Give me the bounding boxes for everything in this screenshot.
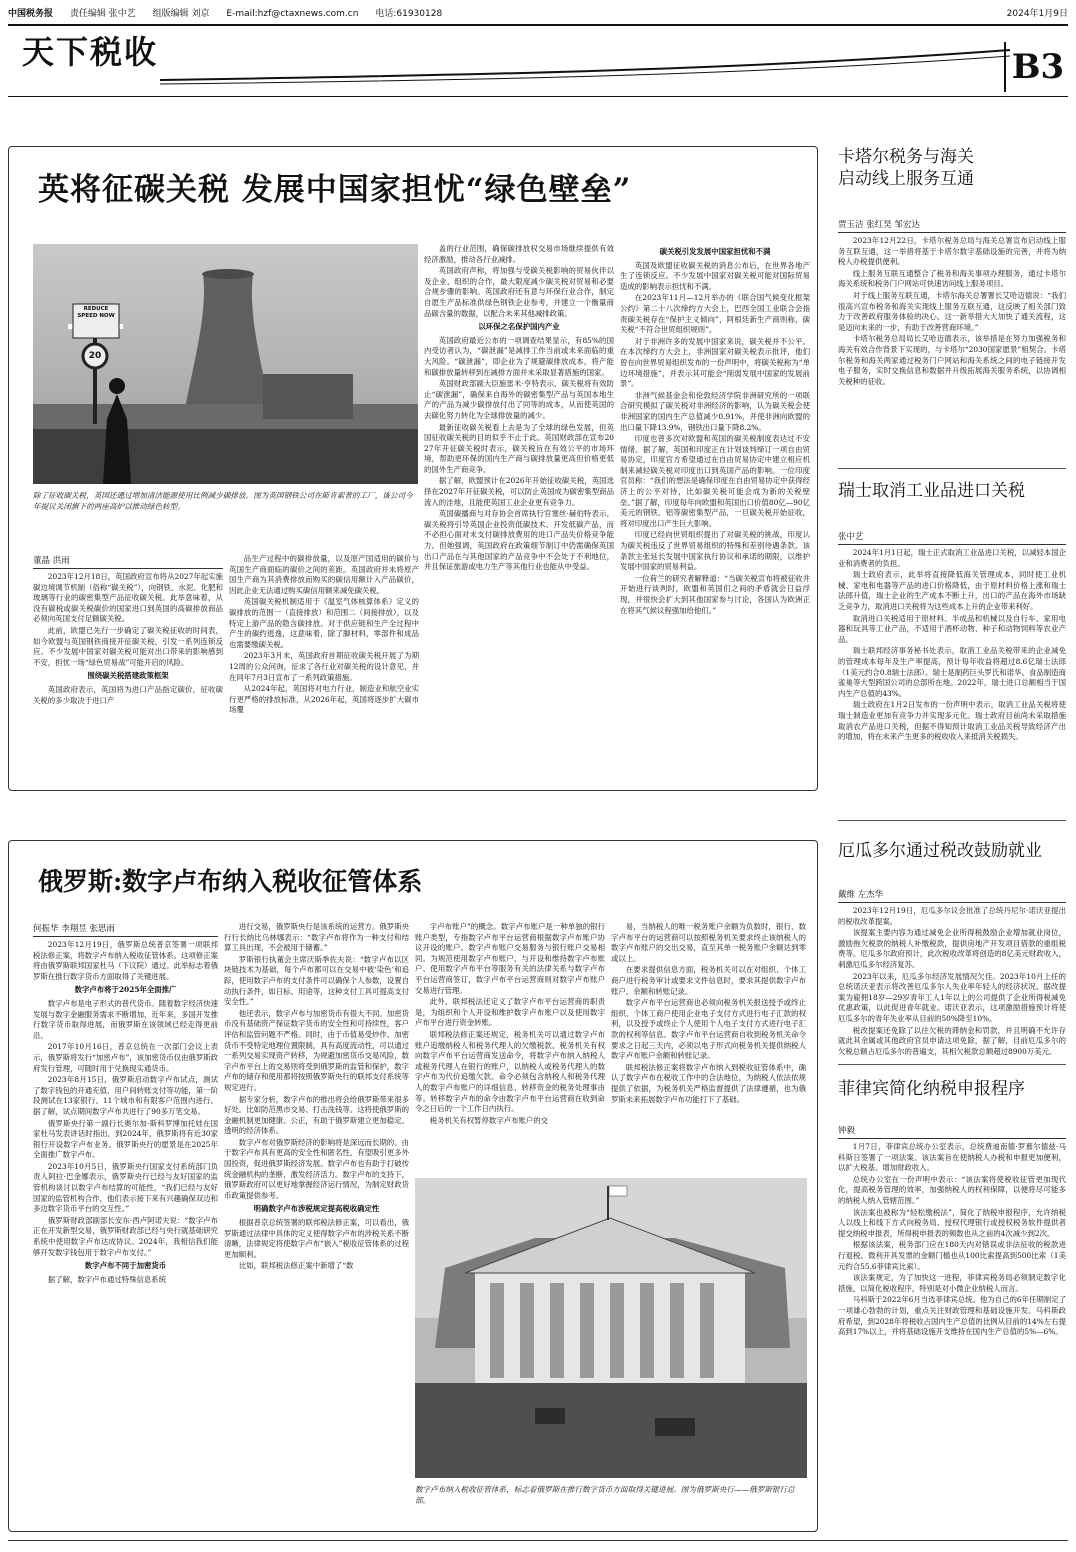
subheading: 数字卢布将于2025年全面推广 [74, 985, 177, 995]
philippines-headline: 菲律宾简化纳税申报程序 [838, 1079, 1025, 1099]
paragraph: 税务机关有权暂停数字卢布账户的交 [429, 1115, 549, 1125]
paragraph: 非洲气候基金会和伦敦经济学院非洲研究所的一项联合研究模拟了碳关税对非洲经济的影响，认为碳关税会使非洲国家的国内生产总值减少0.91%，并使非洲向欧盟的出口量下降13.9%，钢铁出口量下降8.2%。 [620, 390, 810, 432]
article-russia-headline: 俄罗斯:数字卢布纳入税收征管体系 [38, 867, 423, 896]
road-sign-text: REDUCE SPEED NOW [77, 306, 115, 319]
masthead-bar [8, 6, 1068, 22]
paragraph: 罗斯银行执董会主席沃斯季佐夫说：“数字卢布以区块链技术为基础，每个卢布都可以在交易中被‘染色’和追踪，使用数字卢布的支付条件可以确保个人参数，设置自动执行条件，如日标、用途等，这种支付工具可提高支付安全性。” [224, 954, 409, 1007]
paragraph: 卡塔尔税务总局局长艾哈迈德表示，该举措是在努力加强税务和海关有效合作背景下实现的，与卡塔尔“2030国家愿景”相契合。卡塔尔税务和海关两家通过税务门户网站和海关系统之间的电子链接开发电子服务，实时交换信息和数据并升级拓展海关服务系统，以协调相关税种的征收。 [838, 334, 1066, 386]
right-rail-divider [838, 1064, 1066, 1065]
swiss-headline: 瑞士取消工业品进口关税 [838, 481, 1025, 501]
paragraph: 对于线上服务互联互通，卡塔尔海关总署署长艾哈迈德说：“我们很高兴宣布税务和海关实现线上服务互联互通，这反映了相关部门致力于改善政府服务体验的决心。这一新举措大大加快了通关流程，这是迈向未来的一步，有助于改善营商环境。” [838, 290, 1066, 332]
paragraph: 此外，联邦税法还定义了数字卢布平台运营商的职责是，为组织和个人开设和维护数字卢布账户以及使用数字卢布平台进行资金转账。 [415, 997, 605, 1028]
paragraph: 英国碳关税机制适用于《温室气体核算体系》定义的碳排放的范围一（直接排放）和范围二（间接排放），以及特定上游产品的隐含碳排放。对于供应链和生产全过程中产生的碳约逃逸，这意味着，除了脚材料，零部件和成品也需要缴碳关税。 [229, 597, 419, 649]
paragraph: 2017年10月16日，普京总统在一次部门会议上表示，俄罗斯将发行“加密卢布”，该加密货币仅由俄罗斯政府发行管理，可随时用于兑换现实通货币。 [33, 1042, 218, 1073]
paragraph: 2023年10月5日，俄罗斯央行国家支付系统部门负责人阿拉·巴金娜表示，俄罗斯央行已经与友好国家的监管机构谈讨以数字卢布结算的可能性，“我们已经与友好国家的监管机构合作，他们表示接下来有兴趣确保双边和多边数字货币平台的交互性。” [33, 1161, 218, 1214]
qatar-byline: 贾玉洁 张红昊 邹宏达 [838, 218, 1066, 233]
section-title: 天下税收 [22, 33, 159, 71]
paragraph: 取消进口关税适用于原材料、半成品和机械以及自行车、家用电器和玩具等工业产品，不适用于酒杯动物、种子和动物饲料等农业产品。 [838, 613, 1066, 644]
paper-name: 中国税务报 [8, 9, 54, 19]
paragraph: 英国政府表示，英国将为进口产品指定碳价，征收碳关税的多少取决于进口产 [33, 684, 223, 705]
paragraph: 进行交易，俄罗斯央行是该系统的运营方。俄罗斯央行行长纳比乌林娜表示：“数字卢布将作为一种支付和结算工具出现，不会被用于储蓄。” [224, 922, 409, 953]
paragraph: 瑞士政府表示，此举将直接降低海关管理成本，同时使工业机械、家电和电器等产品的进口价格降低，由于原材料价格上涨和瑞士法郎升值，瑞士企业的生产成本不断上升，出口的产品在海外市场缺乏竞争力，取消进口关税将为这些成本上升的企业带来利好。 [838, 570, 1066, 611]
subheading: 以环保之名保护国内产业 [478, 322, 560, 332]
paragraph: 2023年12月19日，俄罗斯总统普京签署一项联邦税法修正案，将数字卢布纳入税收征管体系。这项修正案将由俄罗斯联邦国家杜马（下议院）通过。此举标志着俄罗斯在推行数字货币方面取得了关键进展。 [33, 940, 218, 981]
paragraph: 该法案也被称为“轻松缴税法”，简化了纳税申报程序，允许纳税人以线上和线下方式向税务局、授权代理银行或授权税务软件提供者提交纳税申报表，所得税申报表的频数也从之前的4次减少到2次。 [838, 1207, 1066, 1238]
ecuador-headline: 厄瓜多尔通过税改鼓励就业 [838, 841, 1042, 861]
paragraph: 根据普京总统签署的联邦税法修正案，可以看出，俄罗斯通过法律中具体的定义使得数字卢布的涉税关系不断清晰，法律规定将使数字卢布“嵌入”税收征管体系的过程更加顺利。 [224, 1218, 409, 1259]
paragraph: 在要求提供信息方面，税务机关可以在对组织、个体工商户进行税务审计或要求文件信息时，要求其提供数字卢布账户、余额和转账记录。 [611, 965, 806, 996]
paragraph: 2023年8月15日，俄罗斯启动数字卢布试点，测试了数字钱包的开通充值、用户间转账支付等功能，第一阶段测试在13家银行、11个城市和有限客户范围内进行。据了解，试点期间数字卢布共进行了90多万笔交易。 [33, 1075, 218, 1116]
paragraph: 从2024年起，英国将对电力行业、制造业和航空业实行更严格的排放标准，从2026年起，英国将逐步扩大碳市场覆 [229, 684, 419, 715]
paragraph: 税改提案还免除了以往欠税的滞纳金和罚款，并且明确不允许存就此其余属或其他政府官员申请这项免除，据了解，目前厄瓜多尔的欠税总额占厄瓜多尔的普遍支，其相欠税款总额超过8900万美元。 [838, 1025, 1066, 1056]
qatar-headline-line-1: 卡塔尔税务与海关 [838, 147, 974, 167]
paragraph: 该提案主要内容为通过减免企业所得税鼓励企业增加就业岗位，激励拖欠税款的纳税人补缴税款，提供房地产开发项目借款的重组税费等。厄瓜多尔政府预计，此次税收改革将创造的8亿美元财政收入，刺激厄瓜多尔经济复苏。 [838, 928, 1066, 969]
paragraph: 此前，欧盟已先行一步确定了碳关税征收的时间表，如今欧盟与英国钢铁商接开征碳关税，引发一系列连锁反应。不少发展中国家对碳关税可能对出口带来的影响感到不安，担忧一场“绿色贸易战”可能开启的风险。 [33, 625, 223, 667]
paragraph: 字卢布账户”的概念。数字卢布账户是一种单独的银行账户类型，专指数字卢布平台运营商根据数字卢布账户协议开设的账户。数字卢布账户交易服务与银行账户交易相同。为规范使用数字卢布账户，与开设和维持数字卢布账户、使用数字卢布平台等服务有关的法律关系与数字卢布平台运营商签订，数字卢布平台运营商则对数字卢布账户交易进行管理。 [415, 922, 605, 995]
article-russia-photo [415, 1178, 807, 1478]
paragraph: 总统办公室在一份声明中表示：“该法案将使税收征管更加现代化，提高税务管理的效率，加强纳税人的权利保障，以便将尽可能多的纳税人纳入管辖范围。” [838, 1174, 1066, 1205]
article-uk-column-3 [424, 244, 614, 782]
paragraph: 在2023年11月—12月举办的《联合国气候变化框架公约》第二十八次缔约方大会上，巴西全国工业联合会指责碳关税存在“保护主义倾向”，阿根廷新生产商则称，碳关税“不符合世贸组织规则”。 [620, 293, 810, 335]
top-rule [8, 24, 1068, 26]
article-uk-headline: 英将征碳关税 发展中国家担忧“绿色壁垒” [38, 172, 632, 208]
paragraph: 英国碳播商与对存协会首席执行官塞丝·赫伯特表示，碳关税将引导英国企业投资低碳技术、开发低碳产品，而不必担心面对未支付碳排放费用的进口产品失价格竞争能力。但她强调，英国政府在政策细节制订中仍需确保英国出口产品在与其他国家的产品竞争中不会处于不利地位，并且保证旅游或电力生产等其他行业也能从中受益。 [424, 509, 614, 572]
paragraph: 他还表示，数字卢布与加密货币有很大不同。加密货币没有基础资产保证数字货币的安全性和可持续性，客户评估和监管问题不严格。同时，由于币值易受炒作、加密货币不受特定地理位置限制，具有高度流动性，可以通过一系列交易实现资产转移，为规避加密货币交易风险，数字卢布平台上的交易则将受到俄罗斯的监管和保护，数字卢布的储存和使用都将按照俄罗斯央行的联邦支付系统等规定进行。 [224, 1008, 409, 1092]
paragraph: 英国财政部副大臣施雷米·亨特表示，碳关税将有效防止“碳泄漏”，确保来自海外的碳密集型产品与英国本地生产的产品为减少碳排放付出了同等的成本，从而使英国的去碳化努力转化为全球排放量的减少。 [424, 379, 614, 420]
central-bank-building-photo-icon [415, 1178, 807, 1478]
paragraph: 英国政府声称，将加强与受碳关税影响的贸易伙伴以及企业、组织的合作，最大限度减少碳关税对贸易和必要合规步骤的影响。英国政府还有意与环保行业合作，制定自愿生产品标准供绿色钢铁企业参考，并建立一个衡量商品碳含量的数据，以配合未来其他减排政策。 [424, 266, 614, 318]
paragraph: 2024年1月1日起，瑞士正式取消工业品进口关税，以减轻本国企业和消费者的负担。 [838, 548, 1066, 568]
paragraph: 该法案规定，为了加快这一进程，菲律宾税务局必须制定数字化措施，以简化税收程序，特别是对小微企业纳税人而言。 [838, 1273, 1066, 1293]
paragraph: 1月7日，菲律宾总统办公室表示，总统费迪南德·罗慕尔德兹·马科斯日签署了一项法案。该法案旨在使纳税人办税和申报更加便利，以扩大税基、增加财政收入。 [838, 1142, 1066, 1173]
paragraph: 联邦税法修正案还规定，税务机关可以通过数字卢布账户追缴纳税人和税务代理人的欠缴税款。税务机关有权向数字卢布平台运营商发送命令，将数字卢布纳入纳税人或税务代理人在银行的账户，以纳税人或税务代理人的数字卢布为代价追缴欠款。命令必须包含纳税人和税务代理人的数字卢布账户的详细信息、转移资金的税务处理事由等。转移数字卢布的命令由数字卢布平台运营商在收到命令之日后的一个工作日内执行。 [415, 1029, 605, 1114]
power-plant-photo-icon [33, 244, 418, 484]
article-russia-column-2 [224, 922, 409, 1525]
paragraph: 盖的行业范围，确保碳排放权交易市场继续提供有效经济激励，推动各行业减排。 [424, 244, 614, 264]
article-uk-caption: 除了征收碳关税，英国还通过增加清洁能源使用比例减少碳排放。图为英国钢铁公司在斯肯索普的工厂，该公司今年提议关闭旗下的两座高炉以推动绿色转型。 [33, 491, 413, 511]
article-russia-column-3 [415, 922, 605, 1170]
paragraph: 据了解，欧盟预计在2026年开始征收碳关税，英国选择在2027年开征碳关税，可以防止英国成为碳密集型商品流入的洼地，且能使英国工业企业更有竞争力。 [424, 476, 614, 507]
swiss-body [838, 548, 1066, 793]
paragraph: 数字卢布是电子形式的普代货币。随着数字经济快速发展与数字金融服务需求不断增加，近年来，多国开发推行数字货币取得进展，而俄罗斯在该领域已经走得更前沿。 [33, 998, 218, 1040]
article-uk-column-1 [33, 572, 223, 782]
ecuador-body [838, 906, 1066, 1056]
article-uk-column-2 [229, 554, 419, 782]
philippines-byline: 钟毅 [838, 1124, 1066, 1139]
paragraph: 易，当纳税人的唯一税务账户余额为负数时，银行、数字卢布平台的运营商可以按照税务机关要求终止该纳税人的数字卢布账户的交出交易，直至其单一税务账户余额达到零或以上。 [611, 922, 806, 963]
subheading: 围绕碳关税搭建政策框架 [87, 671, 169, 681]
paragraph: 比如，联邦税法修正案中新增了“数 [238, 1261, 354, 1271]
paragraph: 瑞士政府在1月2日发布的一份声明中表示，取消工业品关税将使瑞士制造业更加有竞争力并实现多元化。瑞士政府目前尚未采取措施取消农产品进口关税，但据不得知预计取消工业品关税导致经济产出的增加，将在未来产生更多的税收收入来抵消关税损失。 [838, 700, 1066, 742]
paragraph: 最新征收碳关税看上去是为了全球的绿色发展，但英国征收碳关税的目的似乎不止于此。英国财政部在宣布2027年开征碳关税时表示，碳关税旨在有效公平的市场环境，帮助更环保的国内生产商与碳排放量更高但价格更低的国外生产商竞争。 [424, 422, 614, 474]
article-uk-byline: 董晶 洪雨 [33, 554, 223, 569]
paragraph: 2023年12月18日，英国政府宣布将从2027年起实施碳边境调节机制（俗称“碳关税”），向钢铁、水泥、化肥和玻璃等行业的碳密集型产品征收碳关税。此举意味着，从没有碳税或碳关税碳价的国家进口到英国的高碳排放商品必须向英国支付足额碳关税。 [33, 572, 223, 624]
paragraph: 俄罗斯财政部副部长安东·西卢阿诺夫说：“数字卢布正在开发新型交易，俄罗斯财政部已经与央行就基础研究系统中使用数字卢布达成协议。2024年，我相信我们能够开发数字钱包用于数字卢布支付。” [33, 1215, 218, 1257]
qatar-headline [838, 146, 1066, 190]
paragraph: 马科斯于2022年6月当选菲律宾总统。他为自己的6年任期制定了一项雄心勃勃的计划，重点关注财政管理和基础设施开发。马科斯政府希望，到2028年将税收占国内生产总值的比例从目前的14%左右提高到17%以上，并将基础设施开支维持在国内生产总值的5%—6%。 [838, 1295, 1066, 1337]
footer-rule [8, 1540, 1068, 1541]
paragraph: 对于非洲许多的发展中国家来说，碳关税并不公平。在本次缔约方大会上，非洲国家对碳关税表示批评，他们曾在向世界贸易组织发布的一份声明中，将碳关税称为“单边环境措施”，并表示其可能会“削弱发展中国家的发展前景”。 [620, 336, 810, 389]
paragraph: 2023年以来，厄瓜多尔经济发展情况欠佳。2023年10月上任的总统诺沃亚表示将改善厄瓜多尔人失业率年轻人的经济状况。据改提案为雇佣18岁—29岁青年工人1年以上的公司提供了企业所得税减免优惠政策，以此促进青年就业。诺沃亚表示，这项激励措施预计将使厄瓜多尔的青年失业率从目前的50%降至10%。 [838, 971, 1066, 1023]
editor-credit: 责任编辑 张中艺 [69, 9, 136, 19]
subheading: 明确数字卢布涉税规定提高税收确定性 [253, 1204, 380, 1214]
article-russia-byline: 何振华 李翔昱 张思雨 [33, 922, 218, 937]
article-uk-column-4 [620, 244, 810, 782]
page-number: B3 [1011, 47, 1065, 87]
qatar-headline-line-2: 启动线上服务互通 [838, 169, 974, 189]
paragraph: 数字卢布平台运营商也必须向税务机关报送授予或终止组织、个体工商户使用企业电子支付方式进行电子汇款的权利，以及授予或终止个人使用个人电子支付方式进行电子汇款的权利等信息。数字卢布平台运营商自收到税务机关命令要求之日起三天内，必须以电子形式向税务机关提供纳税人数字卢布账户余额和转账记录。 [611, 998, 806, 1061]
philippines-body [838, 1142, 1066, 1530]
paragraph: 瑞士联邦经济事务秘书处表示，取消工业品关税带来的企业减免的管理成本每年及生产率提高，预计每年收益将超过8.6亿瑞士法郎（1美元约合0.8瑞士法郎）。瑞士是制药巨头罗氏和诺华、食品制造商雀巢等大型跨国公司的总部所在地。2022年，瑞士进口总额相当于国内生产总值的43%。 [838, 646, 1066, 698]
right-rail-divider [838, 820, 1066, 821]
paragraph: 据专家分析，数字卢布的推出将会给俄罗斯带来很多好处。比如防范黑市交易、打击洗钱等。这将使俄罗斯的金融机制更加健康、公正，有助于俄罗斯建立更加稳定、透明的经济体系。 [224, 1094, 409, 1136]
qatar-body [838, 236, 1066, 462]
issue-date: 2024年1月9日 [1006, 9, 1068, 19]
paragraph: 根据该法案，税务部门应在180天内对错误或非法征收的税款进行退税。微利开具发票的金额门槛也从100比索提高到500比索（1美元约合55.6菲律宾比索）。 [838, 1240, 1066, 1271]
paragraph: 俄罗斯央行第一副行长奥尔加·斯科罗博加托娃在国家杜马发表讲话时指出，到2024年，俄罗斯将有近30家银行开设数字卢布业务。俄罗斯央行的愿景是在2025年全面推广数字卢布。 [33, 1118, 218, 1160]
email-link[interactable]: E-mail:hzf@ctaxnews.com.cn [226, 9, 359, 19]
paragraph: 印度也曾多次对欧盟和英国的碳关税制度表达过不安情绪。据了解，英国和印度正在计划谈判缔订一项自由贸易协定，印度官方希望通过在自由贸易协定中建立相应机制来减轻碳关税对印度出口到英国产品的影响。一位印度官员称：“我们的想法是确保印度在自由贸易协定中获得经济上的公平对待，比如碳关税可能会成为新的关税壁垒。”据了解，印度每年向欧盟和英国出口价值80亿—90亿美元的钢铁、铝等碳密集型产品，一旦碳关税开始征收，将对印度出口产生巨大影响。 [620, 434, 810, 528]
article-uk-photo [33, 244, 418, 484]
page-number-divider [1004, 42, 1006, 92]
ecuador-byline: 戴维 左杰华 [838, 888, 1066, 903]
paragraph: 一位荷兰的研究者解释道：“当碳关税宣布将被征收并开始进行谈判时，欧盟和英国们之间的矛盾就会日益浮现，并很快会扩大到其他国家参与讨论，各国认为欧洲正在将其气候议程强加给他们。” [620, 573, 810, 615]
paragraph: 据了解，数字卢布通过特殊信息系统 [47, 1274, 167, 1284]
header-rule [8, 96, 1068, 97]
paragraph: 印度已经向世贸组织提出了对碳关税的挑战，印度认为碳关税违反了世界贸易组织的特殊和差别待遇条款。该条款主张延长发展中国家执行协议和承诺的期限，以维护发展中国家的贸易利益。 [620, 530, 810, 572]
subheading: 数字卢布不同于加密货币 [84, 1261, 167, 1271]
paragraph: 品生产过程中的碳排放量，以及原产国适用的碳价与英国生产商面临的碳价之间的差距。英国政府并未将原产国生产商为其消费排放而购买的碳信用额计入产品碳价，因此企业无法通过购买碳信用额来减免碳关税。 [229, 554, 419, 595]
paragraph: 2023年3月末，英国政府首期征收碳关税开展了为期12周的公众问询，征求了各行业对碳关税的设计意见，并在同年7月3日宣布了一系列政策措施。 [229, 651, 419, 682]
decorative-swoosh-icon [160, 46, 1010, 86]
swiss-byline: 张中艺 [838, 530, 1066, 545]
subheading: 碳关税引发发展中国家担忧和不满 [659, 247, 771, 256]
layout-credit: 组版编辑 刘京 [152, 9, 210, 19]
article-russia-column-4 [611, 922, 806, 1170]
paragraph: 英国政府最近公布的一项调查结果显示，有85%的国内受访者认为，“碳泄漏”是减排工作当前或未来面临的重大风险。“碳泄漏”，即企业为了规避碳排放成本，将产能和碳排放量转移到在减排方面并未采取显著措施的国家。 [424, 335, 614, 377]
paragraph: 2023年12月19日，厄瓜多尔议会批准了总统丹尼尔·诺沃亚提出的税收改革提案。 [838, 906, 1066, 926]
paragraph: 线上服务互联互通整合了税务和海关事项办理服务，通过卡塔尔海关系统和税务门户网站可快速访问线上服务项目。 [838, 268, 1066, 289]
right-rail-divider [838, 468, 1066, 469]
speed-limit-text: 20 [88, 351, 102, 361]
article-russia-column-1 [33, 940, 218, 1525]
phone-number: 电话:61930128 [375, 9, 443, 19]
paragraph: 数字卢布对俄罗斯经济的影响将是深远而长期的。由于数字卢布具有更高的安全性和匿名性，有望吸引更多外国投资，促进俄罗斯经济发展。数字卢布也有助于打破传统金融机构的垄断，激发经济活力。数字卢布的支持下，俄罗斯政府可以更好地掌握经济运行情况，为制定财政货币政策提供参考。 [224, 1137, 409, 1200]
article-russia-caption: 数字卢布纳入税收征管体系，标志着俄罗斯在推行数字货币方面取得关键进展。图为俄罗斯央行——俄罗斯银行总部。 [415, 1485, 795, 1505]
paragraph: 联邦税法修正案将数字卢布纳入到税收征管体系中，确认了数字卢布在税收工作中的合法地位，为纳税人依法依规提供了依据，为税务机关严格监督提供了法律遵循，也为俄罗斯未来拓展数字卢布功能打下了基础。 [611, 1062, 806, 1104]
paragraph: 英国及欧盟征收碳关税的消息公布后，在世界各地产生了连锁反应。不少发展中国家对碳关税可能对国际贸易造成的影响表示担忧和不满。 [620, 260, 810, 291]
paragraph: 2023年12月22日，卡塔尔税务总局与海关总署宣布启动线上服务互联互通，这一举措将基于卡塔尔数字基础设施的完善，并将为纳税人办税提供便利。 [838, 236, 1066, 267]
